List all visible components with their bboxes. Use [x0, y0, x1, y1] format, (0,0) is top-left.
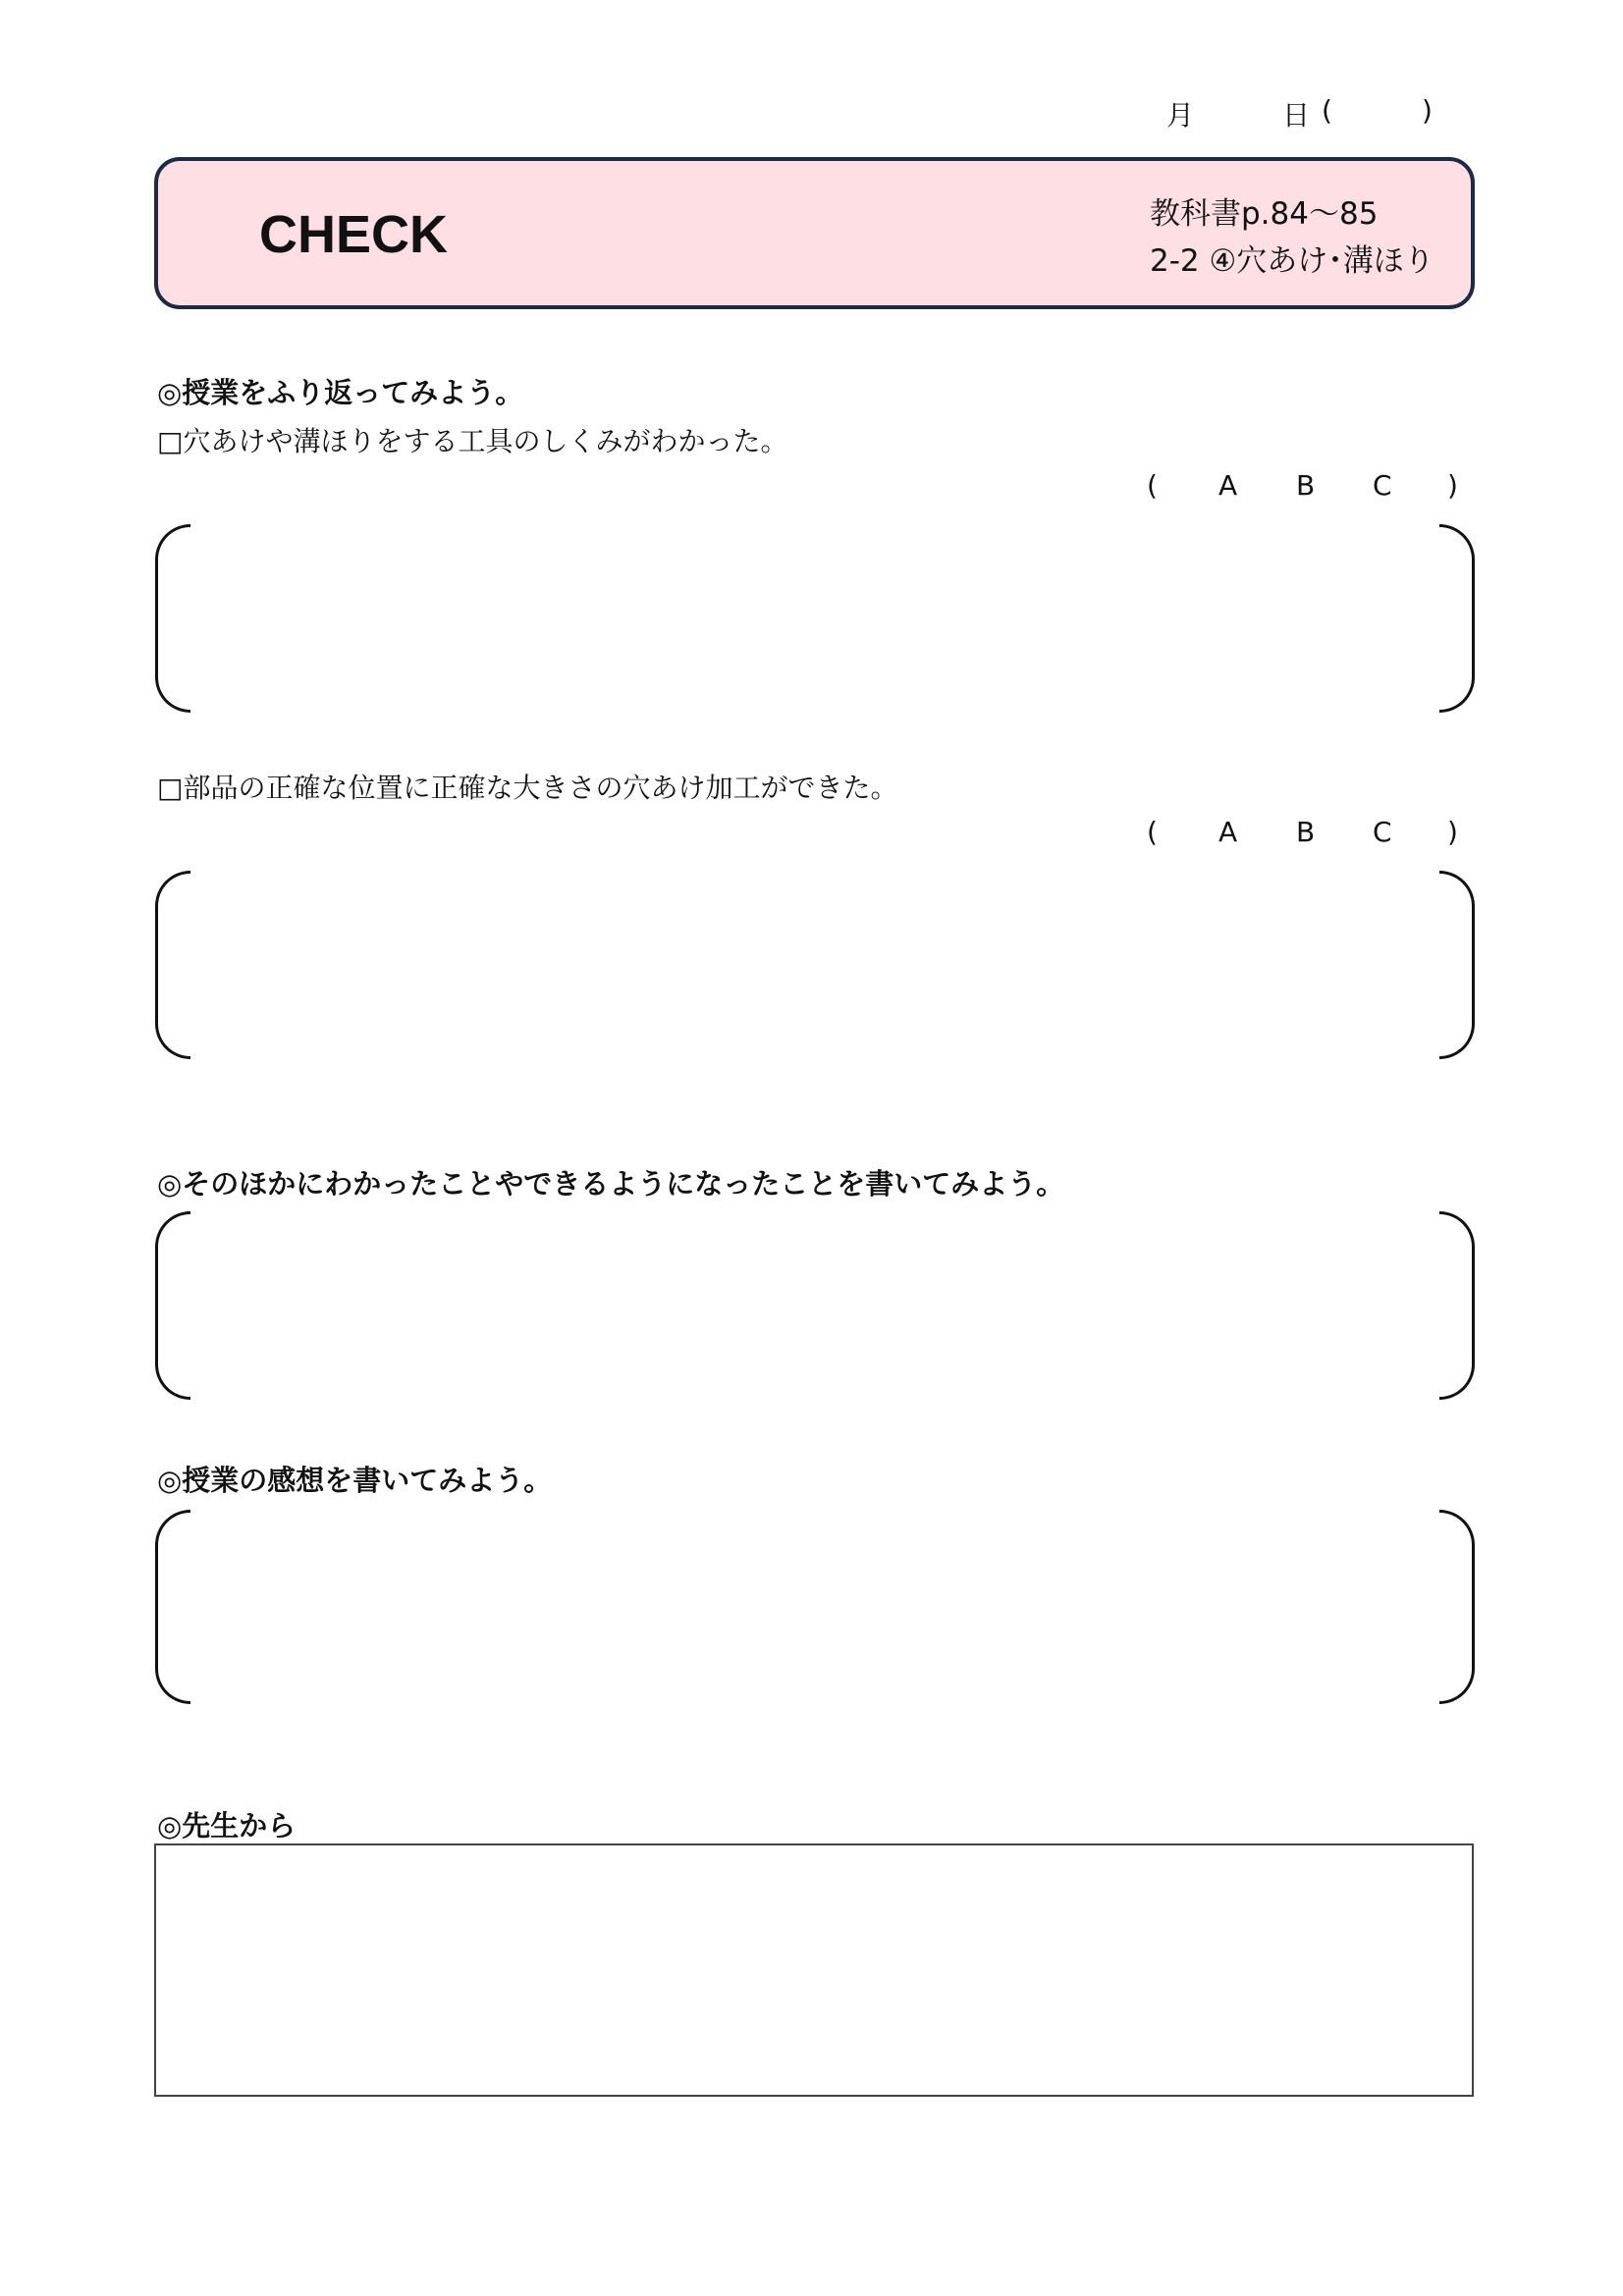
bracket-left: [155, 871, 190, 1059]
rating-a[interactable]: A: [1218, 816, 1238, 848]
day-label: 日: [1282, 99, 1311, 132]
teacher-comment-box[interactable]: [154, 1843, 1474, 2097]
textbook-pages: 教科書p.84～85: [1150, 196, 1379, 232]
bracket-right: [1439, 524, 1475, 713]
rating-open-paren: (: [1147, 816, 1158, 848]
rating-c[interactable]: C: [1373, 469, 1392, 502]
rating-b[interactable]: B: [1296, 469, 1316, 502]
rating-c[interactable]: C: [1373, 816, 1392, 848]
checklist-item-tools: □穴あけや溝ほりをする工具のしくみがわかった。: [157, 425, 788, 457]
unit-label: 2-2 ④穴あけ･溝ほり: [1150, 243, 1434, 279]
rating-open-paren: (: [1147, 469, 1158, 502]
lesson-reference: [1150, 190, 1434, 285]
bracket-left: [155, 1211, 190, 1400]
bracket-right: [1439, 871, 1475, 1059]
rating-b[interactable]: B: [1296, 816, 1316, 848]
section-heading-impressions: ◎授業の感想を書いてみよう。: [157, 1464, 553, 1497]
section-heading-review: ◎授業をふり返ってみよう。: [157, 376, 524, 409]
date-close-paren: ): [1422, 94, 1433, 127]
checklist-item-drilling: □部品の正確な位置に正確な大きさの穴あけ加工ができた。: [157, 772, 898, 804]
section-heading-learned: ◎そのほかにわかったことやできるようになったことを書いてみよう。: [157, 1167, 1065, 1201]
rating-a[interactable]: A: [1218, 469, 1238, 502]
section-heading-teacher: ◎先生から: [157, 1809, 297, 1842]
bracket-right: [1439, 1211, 1475, 1400]
bracket-left: [155, 1510, 190, 1704]
rating-close-paren: ): [1447, 816, 1458, 848]
month-label: 月: [1166, 99, 1195, 132]
header-banner: [154, 157, 1475, 309]
rating-close-paren: ): [1447, 469, 1458, 502]
bracket-right: [1439, 1510, 1475, 1704]
bracket-left: [155, 524, 190, 713]
page-title: CHECK: [259, 205, 449, 264]
date-open-paren: (: [1322, 94, 1332, 127]
